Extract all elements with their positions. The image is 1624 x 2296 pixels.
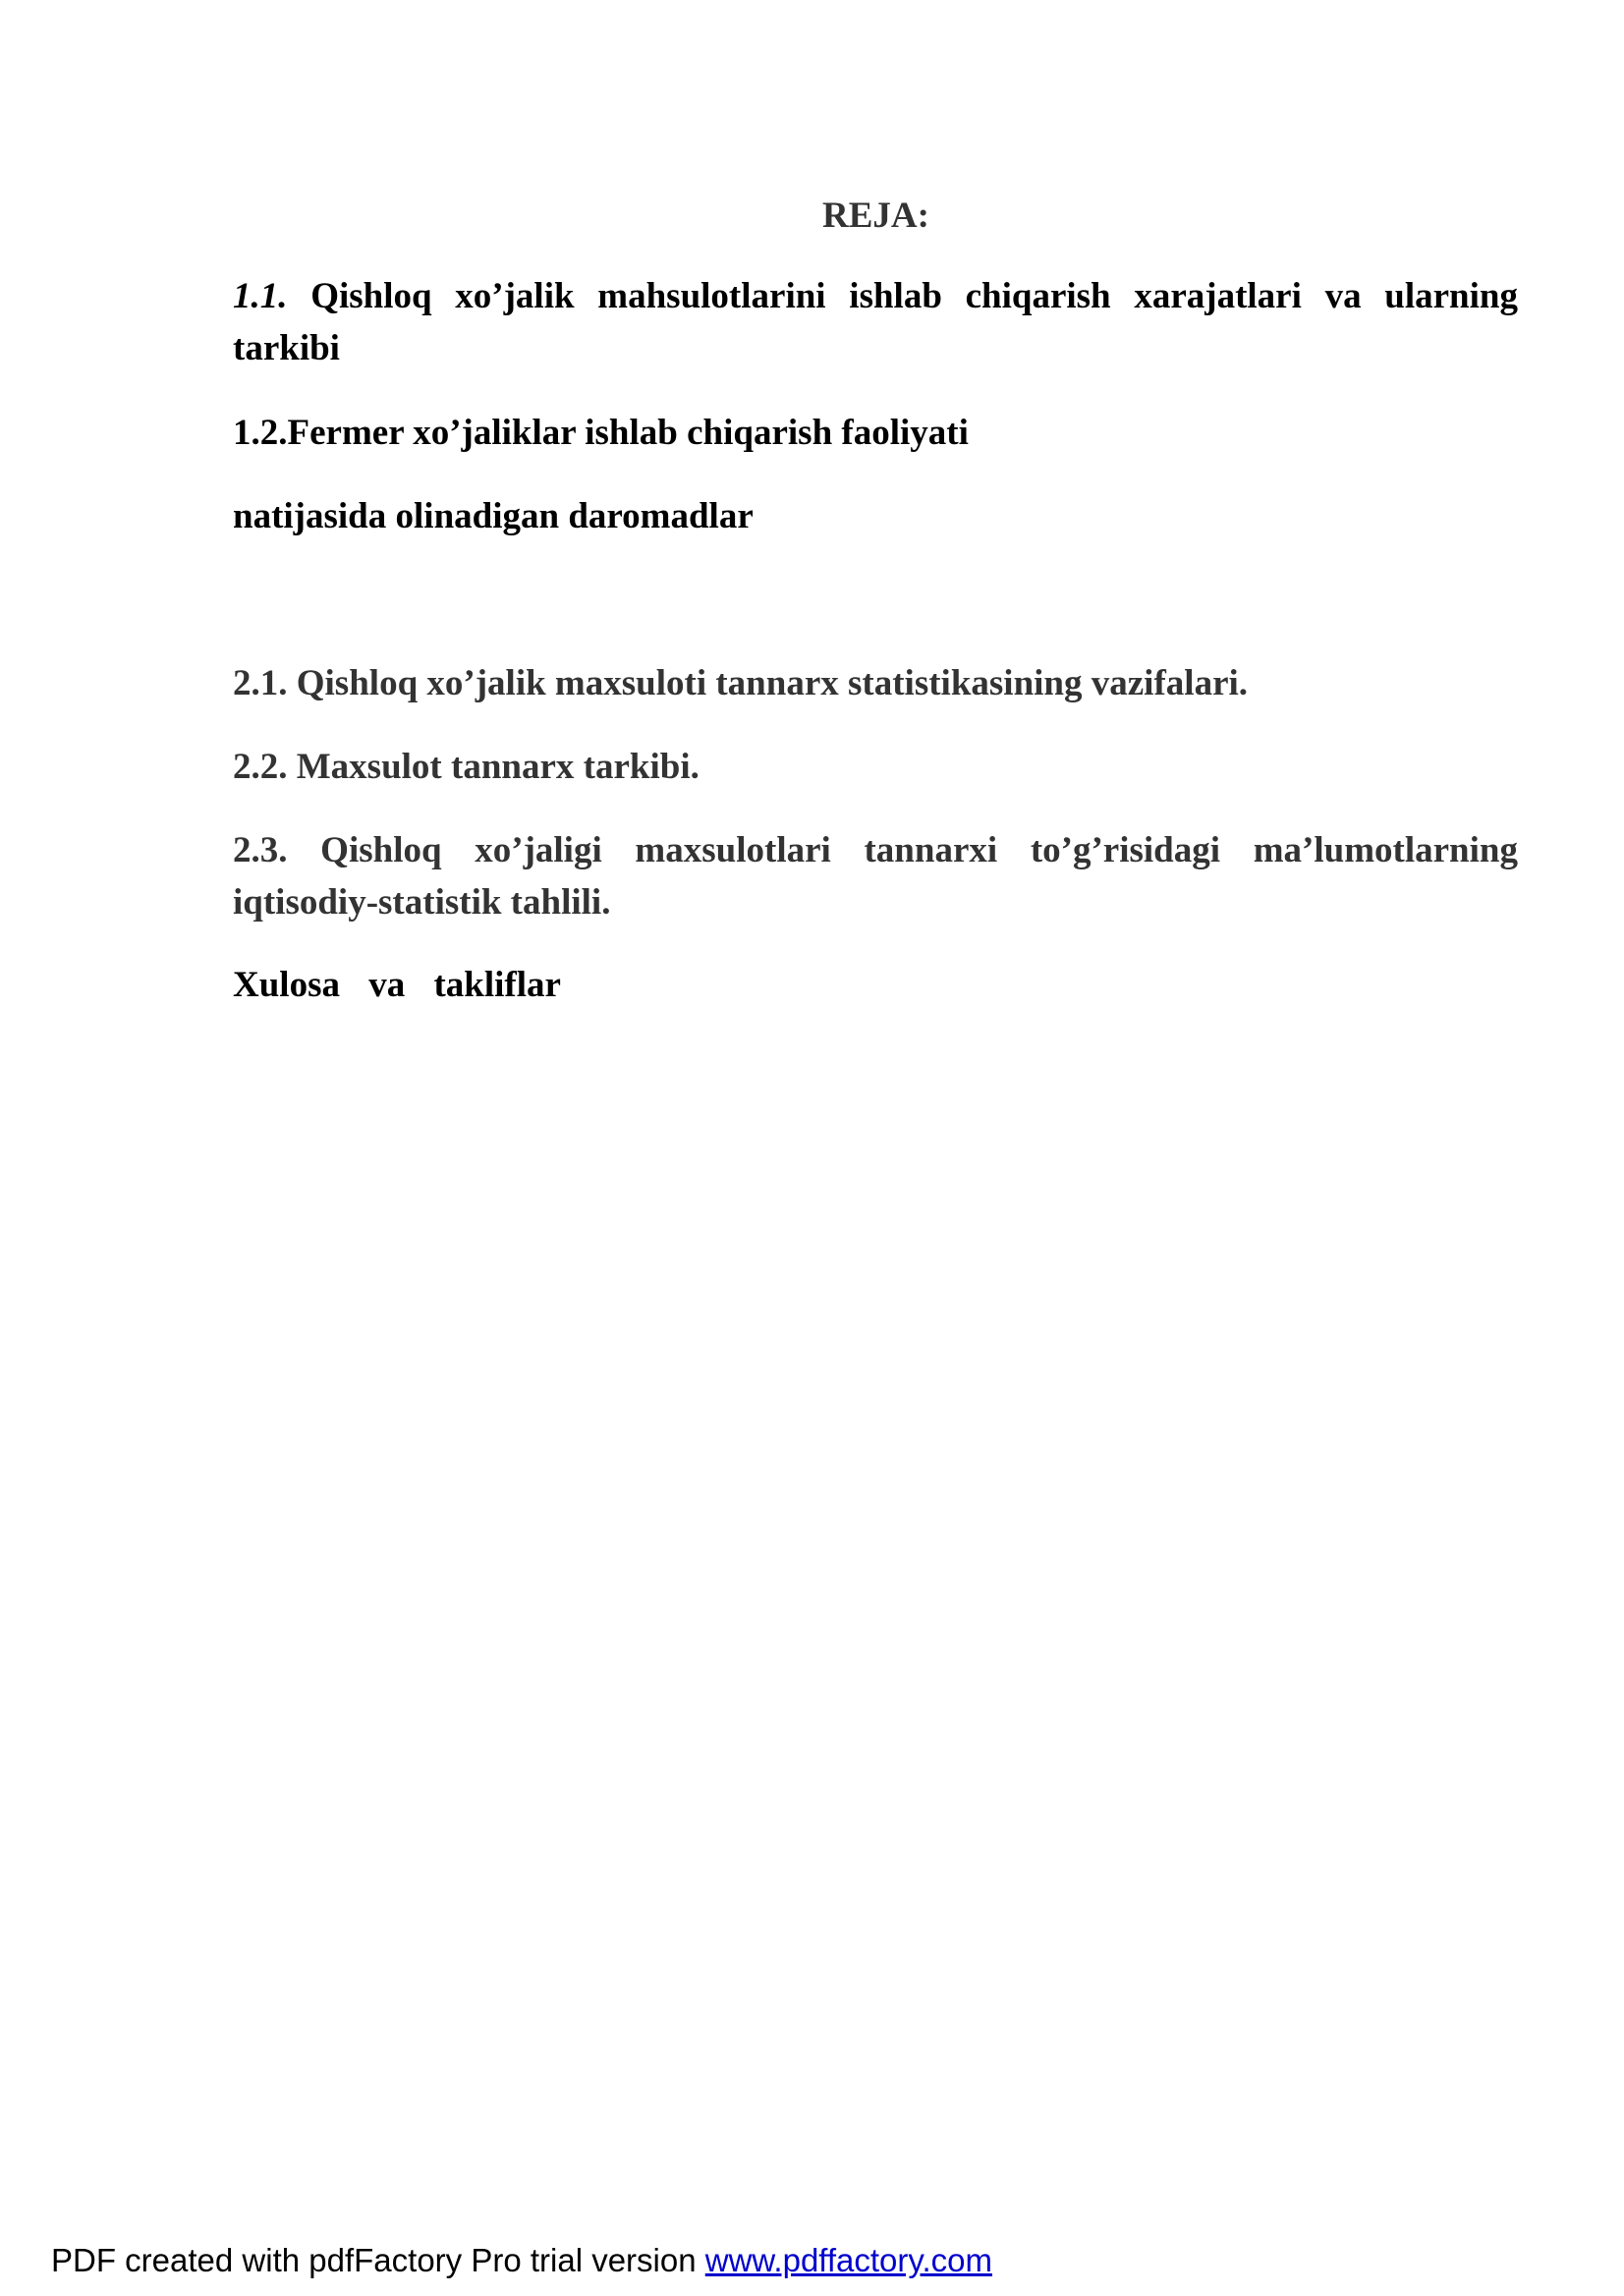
plan-item-text: Qishloq xo’jalik mahsulotlarini ishlab chiqarish xarajatlari va ularning tarkibi xyxy=(233,276,1518,368)
footer-text: PDF created with pdfFactory Pro trial version xyxy=(51,2242,705,2278)
conclusion-item: Xulosa va takliflar xyxy=(233,965,561,1005)
page-title: REJA: xyxy=(822,196,929,236)
footer-link[interactable]: www.pdffactory.com xyxy=(704,2242,992,2278)
plan-item-2-2: 2.2. Maxsulot tannarx tarkibi. xyxy=(233,747,700,787)
plan-item-1-2-continued: natijasida olinadigan daromadlar xyxy=(233,496,754,536)
plan-item-number: 1.1. xyxy=(233,276,288,316)
plan-item-2-3: 2.3. Qishloq xo’jaligi maxsulotlari tannarxi to’g’risidagi ma’lumotlarning iqtisodiy-statistik tahlili. xyxy=(233,830,1518,923)
pdf-footer xyxy=(51,2242,992,2279)
plan-item-2-1: 2.1. Qishloq xo’jalik maxsuloti tannarx statistikasining vazifalari. xyxy=(233,663,1249,703)
plan-item-1-2: 1.2.Fermer xo’jaliklar ishlab chiqarish faoliyati xyxy=(233,413,969,453)
plan-item-1-1 xyxy=(233,270,1518,374)
